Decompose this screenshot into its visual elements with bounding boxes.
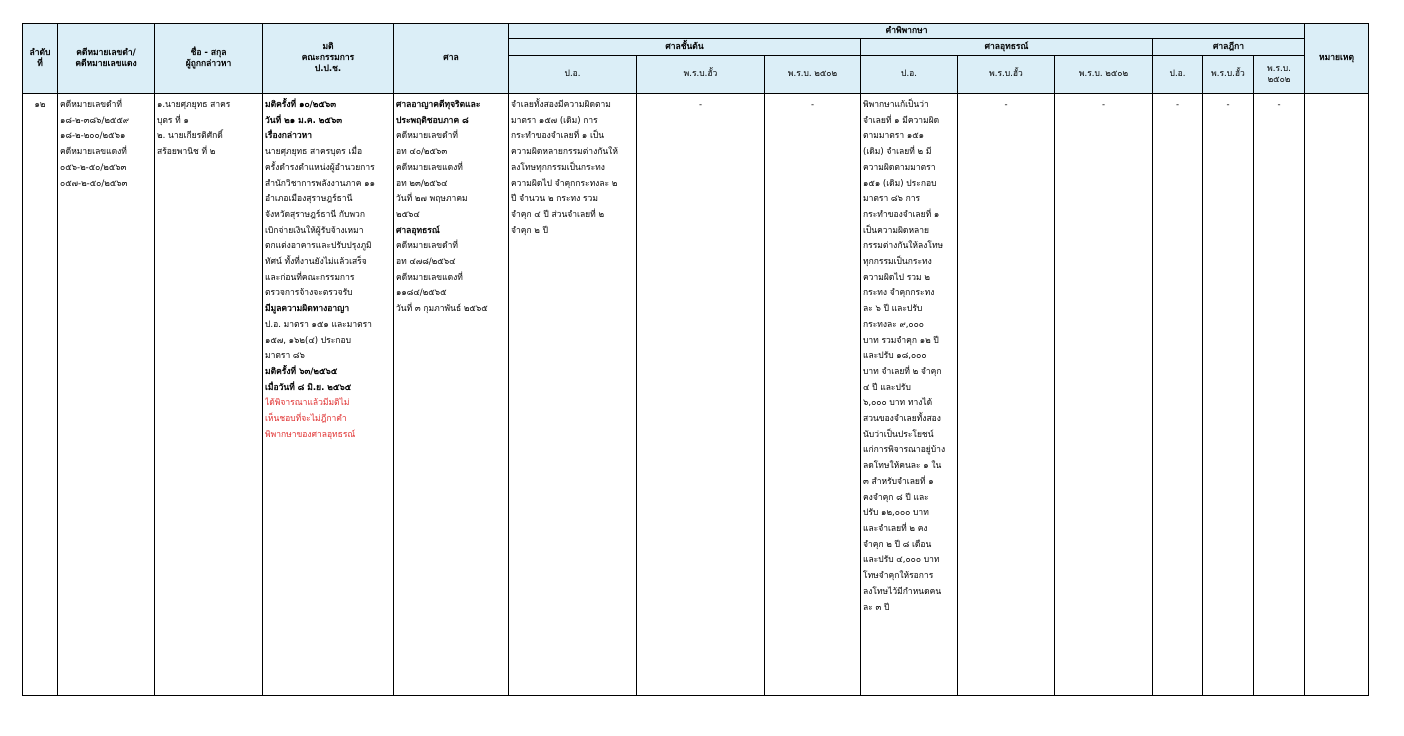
text-line: อท ๔๐/๒๕๖๓ (396, 147, 448, 158)
text-line: มาตรา ๘๖ การ (863, 194, 921, 205)
text-line: ๑๑๘๔/๒๕๖๕ (396, 288, 447, 299)
cell-remark (1305, 94, 1369, 696)
text-line: วันที่ ๒๗ พฤษภาคม (396, 194, 468, 205)
cell-supreme-prb2502: - (1254, 94, 1305, 696)
text-line: โทษจำคุกให้รอการ (863, 571, 934, 582)
text-line: ประพฤติชอบภาค ๘ (396, 115, 469, 126)
resolution-final (265, 396, 391, 443)
text-line: คดีหมายเลขดำที่ (396, 241, 458, 252)
cell-supreme-prba: - (1203, 94, 1254, 696)
text-line: ละ ๓ ปี (863, 602, 890, 613)
resolution-meeting-2: มติครั้งที่ ๖๓/๒๕๖๕ (265, 366, 338, 377)
header-remark: หมายเหตุ (1305, 24, 1369, 94)
text-line: ๐๕๖-๒-๕๐/๒๕๖๓ (60, 162, 127, 173)
text-line: ๑๘-๒-๓๘๖/๒๕๕๙ (60, 115, 130, 126)
text-line: ความผิดไป รวม ๒ (863, 272, 930, 283)
resolution-date-2: เมื่อวันที่ ๘ มิ.ย. ๒๕๖๕ (265, 382, 352, 393)
cell-appeal-prba: - (958, 94, 1055, 696)
case-table (22, 23, 1369, 696)
text-line: และปรับ ๑๘,๐๐๐ (863, 351, 927, 362)
text-line: สวนของจำเลยทั้งสอง (863, 414, 941, 425)
text-line: ๑๘-๒-๒๐๐/๒๕๖๑ (60, 131, 126, 142)
text-line: คดีหมายเลขดำที่ (396, 131, 458, 142)
header-first-prb2502: พ.ร.บ. ๒๕๐๒ (765, 56, 861, 94)
cell-first-prba: - (637, 94, 765, 696)
header-appeal-prb2502: พ.ร.บ. ๒๕๐๒ (1055, 56, 1153, 94)
text-line: จังหวัดสุราษฎร์ธานี กับพวก (265, 209, 365, 220)
text-line: ๖,๐๐๐ บาท ทางได้ (863, 398, 933, 409)
text-line: คดีหมายเลขแดงที่ (396, 162, 463, 173)
text-line: ๑.นายศุภยุทธ สาคร (157, 100, 231, 110)
header-supreme: ศาลฎีกา (1153, 39, 1305, 56)
text-line: คดีหมายเลขแดงที่ (60, 147, 127, 158)
text-line: ทัศน์ ทั้งที่งานยังไม่แล้วเสร็จ (265, 257, 367, 268)
header-supreme-prb2502: พ.ร.บ. ๒๕๐๒ (1254, 56, 1305, 94)
text-line: ละ ๖ ปี และปรับ (863, 304, 923, 315)
text-line: และปรับ ๔,๐๐๐ บาท (863, 555, 940, 566)
text-line: จำคุก ๒ ปี (511, 225, 548, 236)
text-line: และจำเลยที่ ๒ คง (863, 523, 928, 534)
resolution-meeting: มติครั้งที่ ๑๐/๒๕๖๓ (265, 100, 337, 110)
header-supreme-cc: ป.อ. (1153, 56, 1203, 94)
text-line: ๒. นายเกียรติศักดิ์ (157, 131, 223, 142)
text-line: กระทำของจำเลยที่ ๑ (863, 209, 940, 220)
text-line: คดีหมายเลขแดงที่ (396, 272, 463, 283)
text-line: (เดิม) จำเลยที่ ๒ มี (863, 147, 932, 158)
text-line: เป็นความผิดหลาย (863, 225, 930, 236)
text-line: ได้พิจารณาแล้วมีมติไม่ (265, 398, 350, 409)
text-line: ๔ ปี และปรับ (863, 382, 911, 393)
header-seq: ลำดับ ที่ (23, 24, 58, 94)
text-line: วันที่ ๓ กุมภาพันธ์ ๒๕๖๕ (396, 304, 488, 315)
resolution-basis-title: มีมูลความผิดทางอาญา (265, 304, 350, 315)
cell-first-prb2502: - (765, 94, 861, 696)
cell-resolution (263, 94, 394, 696)
text-line: ความผิดไป จำคุกกระทงละ ๒ (511, 178, 618, 189)
text-line: สำนักวิชาการพลังงานภาค ๑๑ (265, 178, 375, 189)
resolution-date: วันที่ ๒๑ ม.ค. ๒๕๖๓ (265, 115, 343, 126)
text-line: ๐๕๗-๒-๕๐/๒๕๖๓ (60, 178, 128, 189)
text-line: เบิกจ่ายเงินให้ผู้รับจ้างเหมา (265, 225, 364, 236)
text-line: คดีหมายเลขดำที่ (60, 100, 122, 110)
text-line: ลดโทษให้คนละ ๑ ใน (863, 461, 942, 472)
text-line: คงจำคุก ๘ ปี และ (863, 492, 929, 503)
header-first-instance: ศาลชั้นต้น (509, 39, 861, 56)
header-resolution: มติ คณะกรรมการ ป.ป.ช. (263, 24, 394, 94)
text-line: กระทง จำคุกกระทง (863, 288, 935, 299)
cell-appeal-cc (861, 94, 958, 696)
text-line: จำเลยที่ ๑ มีความผิด (863, 115, 940, 126)
text-line: อท ๒๓/๒๕๖๔ (396, 178, 448, 189)
text-line: ลงโทษไว้มีกำหนดคน (863, 586, 942, 597)
header-name: ชื่อ - สกุล ผู้ถูกกล่าวหา (155, 24, 263, 94)
text-line: อท ๔๗๘/๒๕๖๔ (396, 257, 456, 268)
text-line: กรรมต่างกันให้ลงโทษ (863, 241, 944, 252)
text-line: แก่การพิจารณาอยู่บ้าง (863, 445, 946, 456)
text-line: ครั้งดำรงตำแหน่งผู้อำนวยการ (265, 162, 375, 173)
text-line: บาท รวมจำคุก ๑๒ ปี (863, 335, 939, 346)
text-line: ๒๕๖๔ (396, 209, 420, 220)
text-line: จำคุก ๔ ปี ส่วนจำเลยที่ ๒ (511, 209, 605, 220)
cell-name (155, 94, 263, 696)
text-line: นายศุภยุทธ สาครบุตร เมื่อ (265, 147, 363, 158)
header-appeal-prba: พ.ร.บ.ฮั้ว (958, 56, 1055, 94)
text-line: ศาลอาญาคดีทุจริตและ (396, 100, 481, 110)
header-court: ศาล (394, 24, 509, 94)
court-first-detail (396, 129, 506, 223)
text-line: บาท จำเลยที่ ๒ จำคุก (863, 366, 942, 377)
court-appeal-title: ศาลอุทธรณ์ (396, 225, 440, 236)
resolution-basis (265, 318, 391, 365)
text-line: ตามมาตรา ๑๕๑ (863, 131, 925, 142)
cell-first-cc (509, 94, 637, 696)
text-line: และก่อนที่คณะกรรมการ (265, 272, 355, 283)
text-line: ๓ สำหรับจำเลยที่ ๑ (863, 476, 934, 487)
cell-seq: ๑๒ (23, 94, 58, 696)
text-line: ๑๕๗, ๑๖๒(๔) ประกอบ (265, 335, 351, 346)
header-appeal: ศาลอุทธรณ์ (861, 39, 1153, 56)
text-line: พิพากษาแก้เป็นว่า (863, 100, 929, 110)
text-line: ป.อ. มาตรา ๑๕๑ และมาตรา (265, 319, 372, 330)
text-line: อำเภอเมืองสุราษฎร์ธานี (265, 194, 353, 205)
cell-appeal-prb2502: - (1055, 94, 1153, 696)
text-line: ลงโทษทุกกรรมเป็นกระทง (511, 162, 605, 173)
text-line: ความผิดตามมาตรา (863, 162, 936, 173)
text-line: ตรวจการจ้างจะตรวจรับ (265, 288, 353, 299)
text-line: บุตร ที่ ๑ (157, 115, 189, 126)
header-supreme-prba: พ.ร.บ.ฮั้ว (1203, 56, 1254, 94)
header-case-no: คดีหมายเลขดำ/ คดีหมายเลขแดง (58, 24, 155, 94)
header-judgment: คำพิพากษา (509, 24, 1305, 39)
header-appeal-cc: ป.อ. (861, 56, 958, 94)
text-line: ทุกกรรมเป็นกระทง (863, 257, 932, 268)
cell-case-no (58, 94, 155, 696)
text-line: ความผิดหลายกรรมต่างกันให้ (511, 147, 618, 158)
text-line: ๑๕๑ (เดิม) ประกอบ (863, 178, 937, 189)
text-line: นับว่าเป็นประโยชน์ (863, 429, 934, 440)
text-line: จำคุก ๒ ปี ๘ เดือน (863, 539, 932, 550)
text-line: กระทงละ ๙,๐๐๐ (863, 319, 924, 330)
table-row (23, 94, 1369, 696)
text-line: จำเลยทั้งสองมีความผิดตาม (511, 100, 611, 110)
text-line: ปี จำนวน ๒ กระทง รวม (511, 194, 598, 205)
text-line: กระทำของจำเลยที่ ๑ เป็น (511, 131, 605, 142)
text-line: เห็นชอบที่จะไม่ฎีกาคำ (265, 414, 347, 425)
cell-supreme-cc: - (1153, 94, 1203, 696)
court-appeal-detail (396, 239, 506, 318)
text-line: มาตรา ๘๖ (265, 351, 305, 362)
text-line: ตกแต่งอาคารและปรับปรุงภูมิ (265, 241, 372, 252)
court-first-title (396, 98, 506, 129)
header-first-cc: ป.อ. (509, 56, 637, 94)
text-line: พิพากษาของศาลอุทธรณ์ (265, 429, 356, 440)
resolution-subject (265, 145, 391, 302)
text-line: มาตรา ๑๕๗ (เดิม) การ (511, 115, 598, 126)
resolution-subject-title: เรื่องกล่าวหา (265, 131, 313, 142)
text-line: สร้อยพานิช ที่ ๒ (157, 147, 216, 158)
text-line: ปรับ ๑๒,๐๐๐ บาท (863, 508, 929, 519)
header-first-prba: พ.ร.บ.ฮั้ว (637, 56, 765, 94)
cell-court (394, 94, 509, 696)
